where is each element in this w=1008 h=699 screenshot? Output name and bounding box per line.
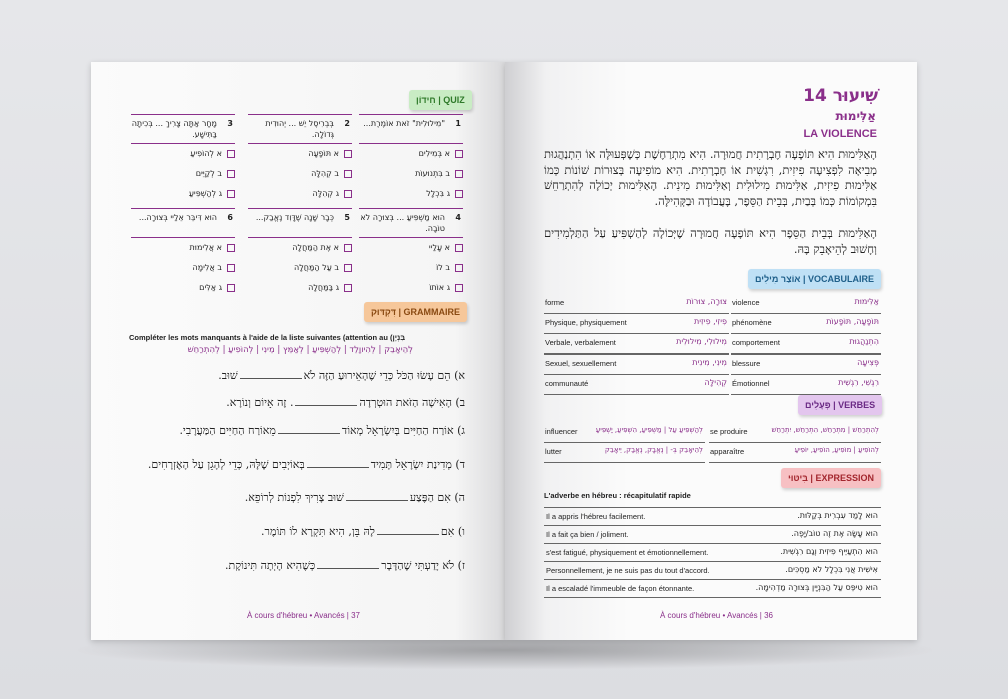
quiz-option[interactable]: א עָלַיי	[359, 238, 463, 258]
checkbox-icon[interactable]	[344, 284, 352, 292]
checkbox-icon[interactable]	[227, 264, 235, 272]
quiz-option[interactable]: ג בַּמַּחֲלָה	[248, 278, 352, 298]
vocab-tag: אוֹצַר מִילִים | VOCABULAIRE	[748, 269, 881, 289]
quiz-number: 3	[227, 119, 233, 128]
quiz-option[interactable]: א אֲלִימוּת	[131, 238, 235, 258]
checkbox-icon[interactable]	[455, 284, 463, 292]
quiz-question-text: "מִילוּלִית" זֹאת אוֹמֶרֶת...	[363, 119, 445, 128]
vocab-row: comportement הִתְנַהֲגוּת	[731, 334, 881, 355]
quiz-option[interactable]: א בְּמִילִים	[359, 144, 463, 164]
checkbox-icon[interactable]	[227, 190, 235, 198]
checkbox-icon[interactable]	[455, 150, 463, 158]
checkbox-icon[interactable]	[227, 170, 235, 178]
vocab-row: blessure פְּצִיעָה	[731, 355, 881, 375]
quiz-option[interactable]: א תּוֹפָעָה	[248, 144, 352, 164]
quiz-number: 1	[455, 119, 461, 128]
checkbox-icon[interactable]	[344, 190, 352, 198]
checkbox-icon[interactable]	[344, 244, 352, 252]
vocab-row: Verbale, verbalement מִילוּלִי, מִילוּלִית	[544, 334, 729, 355]
vocab-table-left	[544, 294, 729, 395]
lesson-paragraph-1: הָאַלִּימוּת הִיא תּוֹפָעָה חֶבְרָתִית חֲמוּרָה. הִיא מִתְרַחֶשֶׁת כְּשֶׁפְּעוּלָּה אוֹ הִתְנַהֲגוּת מְבִיאָה לִפְצִיעָה פִיזִית, רִגְשִׁית אוֹ חֶבְרָתִית. הִיא מוֹפִיעָה בְּצוּרוֹת שׁוֹנוֹת כְּמוֹ אַלִּימוּת פִיזִית, אַלִּימוּת מִילוּלִית וְאַלִּימוּת מִינִית. הָאַלִּימוּת יְכוֹלָה לְהִתְרַחֵשׁ בִּמְקוֹמוֹת כְּמוֹ בְּבַיִת, בְּבֵית הַסֵּפֶר, בָּעֲבוֹדָה וּבַקְּהִילָּה.	[544, 147, 877, 208]
blank-field[interactable]	[377, 524, 439, 535]
verb-row: apparaître לְהוֹפִיעַ | מוֹפִיעַ, הוֹפִיעַ, יוֹפִיעַ	[709, 443, 881, 463]
quiz-number: 2	[344, 119, 350, 128]
checkbox-icon[interactable]	[455, 264, 463, 272]
blank-field[interactable]	[346, 490, 408, 501]
expression-tag: בִּיטּוּי | EXPRESSION	[781, 468, 881, 488]
lesson-title: שִׁיעוּר 14	[803, 86, 878, 106]
vocab-row: violence אַלִּימוּת	[731, 294, 881, 314]
quiz-option[interactable]: ב בִּתְנוּעוֹת	[359, 164, 463, 184]
exercise-d: ד) מְדִינַת יִשְׂרָאֵל תָּמִידבְּאוֹיְבִים שֶׁלָּהּ, כְּדֵי לְהָגֵן עַל הָאֶזְרָחִים.	[147, 458, 465, 471]
expression-table	[544, 507, 881, 598]
checkbox-icon[interactable]	[227, 150, 235, 158]
blank-field[interactable]	[317, 558, 379, 569]
blank-field[interactable]	[295, 395, 357, 406]
blank-field[interactable]	[307, 457, 369, 468]
quiz-question-3	[131, 114, 235, 204]
quiz-question-text: בְּבְרִיסֶל יֵשׁ ... יְהוּדִית גְּדוֹלָה.	[265, 119, 334, 139]
verb-row: influencer לְהַשְׁפִּיעַ עַל | מַשְׁפִּיעַ, הִשְׁפִּיעַ, יַשְׁפִּיעַ	[544, 423, 705, 443]
exercise-a: א) הֵם עָשׂוּ הַכֹּל כְּדֵי שֶׁהָאֵירוּעַ הַזֶּה לֹאשׁוּב.	[218, 369, 465, 382]
quiz-question-1	[359, 114, 463, 204]
lesson-paragraph-2: הָאַלִּימוּת בְּבֵית הַסֵּפֶר הִיא תּוֹפָעָה חֲמוּרָה שֶׁיְּכוֹלָה לְהַשְׁפִּיעַ עַל הַתַּלְמִידִים וְחָשׁוּב לְהֵיאָבֵק בָּהּ.	[544, 226, 877, 256]
exercise-g: ז) לֹא יָדַעְתִּי שֶׁהַדָּבָרכְּשֶׁהִיא הָיְתָה תִּינוֹקֶת.	[225, 559, 465, 572]
verb-row: lutter לְהֵיאָבֵק בְּ- | נֶאֱבָק, נֶאֱבַק, יֵיאָבֵק	[544, 443, 705, 463]
exercise-e: ה) אִם הַפֶּצַעשׁוּב צָרִיךְ לִפְנוֹת לְרוֹפֵא.	[244, 491, 465, 504]
expression-row: Il a appris l'hébreu facilement. הוּא לָמַד עִבְרִית בְּקַלּוּת.	[544, 508, 881, 526]
exercise-c: ג) אוֹרַח הַחַיִּים בְּיִשְׂרָאֵל מְאוֹדמֵאוֹרַח הַחַיִּים הַמַּעֲרָבִי.	[179, 424, 465, 437]
quiz-question-text: מָחָר אַתָּה צָרִיךְ ... בְּכִיתָה בַּתִּישָׁע.	[131, 119, 217, 139]
checkbox-icon[interactable]	[455, 244, 463, 252]
verbes-tag: פְּעָלִים | VERBES	[798, 395, 882, 415]
lesson-title-fr: LA VIOLENCE	[803, 128, 877, 140]
quiz-option[interactable]: ב לוֹ	[359, 258, 463, 278]
checkbox-icon[interactable]	[455, 190, 463, 198]
quiz-option[interactable]: ב לְקַיֵּים	[131, 164, 235, 184]
page-footer: À cours d'hébreu • Avancés | 37	[247, 611, 360, 620]
expression-heading: L'adverbe en hébreu : récapitulatif rapide	[544, 491, 691, 500]
exercise-b: ב) הָאִישָׁה הַזֹּאת הוּטְרְדָה. זֶה אָיוֹם וְנוֹרָא.	[226, 396, 465, 409]
expression-row: Il a escaladé l'immeuble de façon étonnante. הוּא טִיפֵּס עַל הַבִּנְיָין בְּצוּרָה מַדְהִימָה.	[544, 580, 881, 598]
checkbox-icon[interactable]	[344, 264, 352, 272]
quiz-question-text: כְּבָר שָׁנָה שֶׁדָּוִד נֶאֱבַק...	[255, 213, 334, 222]
vocab-row: communauté קְהִילָּה	[544, 375, 729, 395]
quiz-option[interactable]: ג לְהַשְׁפִּיעַ	[131, 184, 235, 204]
quiz-question-2	[248, 114, 352, 204]
left-page	[91, 62, 505, 640]
quiz-option[interactable]: ב קְהִלָּה	[248, 164, 352, 184]
quiz-question-text: הוּא דִּיבֵּר אֵלַיי בְּצוּרָה...	[138, 213, 217, 222]
checkbox-icon[interactable]	[227, 284, 235, 292]
quiz-option[interactable]: ג קְהִלָּה	[248, 184, 352, 204]
quiz-number: 6	[227, 213, 233, 222]
grammar-wordlist: לְהֵיאָבֵק | לְהִיווָלֵד | לְהַשְׁפִּיעַ | לְאַמֵּץ | מֵינִי | לְהוֹפִיעַ | לְהִתְרַחֵשׁ	[187, 345, 413, 355]
grammar-instruction: Compléter les mots manquants à l'aide de la liste suivantes (attention au (בִּנְיָן	[129, 333, 406, 342]
checkbox-icon[interactable]	[344, 150, 352, 158]
quiz-option[interactable]: ג בִּכְלָל	[359, 184, 463, 204]
expression-row: s'est fatigué, physiquement et émotionnellement. הוּא הִתְעַיֵּיף פִיזִית וְגַם רִגְשִׁית.	[544, 544, 881, 562]
checkbox-icon[interactable]	[344, 170, 352, 178]
page-footer: À cours d'hébreu • Avancés | 36	[660, 611, 773, 620]
vocab-row: Émotionnel רִגְשִׁי, רִגְשִׁית	[731, 375, 881, 395]
quiz-question-text: הוּא מַשְׁפִּיעַ ... בְּצוּרָה לֹא טוֹבָה.	[360, 213, 445, 233]
grammar-tag: דִּקְדּוּק | GRAMMAIRE	[364, 302, 467, 322]
vocab-row: Physique, physiquement פִיזִי, פִיזִית	[544, 314, 729, 334]
verbes-table-left	[544, 423, 705, 463]
quiz-option[interactable]: ב אֲלִימָה	[131, 258, 235, 278]
lesson-subtitle: אַלִּימוּת	[835, 109, 876, 123]
vocab-row: Sexuel, sexuellement מִינִי, מִינִית	[544, 355, 729, 375]
expression-row: Il a fait ça bien / joliment. הוּא עָשָׂה אֶת זֶה טוֹב/יָפֶה.	[544, 526, 881, 544]
vocab-table-right	[731, 294, 881, 395]
quiz-option[interactable]: ב עַל הַמַּחֲלָה	[248, 258, 352, 278]
quiz-tag: חִידוֹן | QUIZ	[409, 90, 472, 110]
verbes-table-right	[709, 423, 881, 463]
vocab-row: phénomène תּוֹפָעָה, תּוֹפָעוֹת	[731, 314, 881, 334]
checkbox-icon[interactable]	[455, 170, 463, 178]
quiz-number: 4	[455, 213, 461, 222]
quiz-question-6	[131, 208, 235, 298]
right-page	[505, 62, 917, 640]
quiz-option[interactable]: ג אַלִּים	[131, 278, 235, 298]
checkbox-icon[interactable]	[227, 244, 235, 252]
expression-row: Personnellement, je ne suis pas du tout d'accord. אִישִׁית אֲנִי בִּכְלָל לֹא מַסְכִּים.	[544, 562, 881, 580]
verb-row: se produire לְהִתְרַחֵשׁ | מִתְרַחֵשׁ, הִתְרַחֵשׁ, יִתְרַחֵשׁ	[709, 423, 881, 443]
quiz-number: 5	[344, 213, 350, 222]
blank-field[interactable]	[278, 423, 340, 434]
quiz-option[interactable]: א לְהוֹפִיעַ	[131, 144, 235, 164]
vocab-row: forme צוּרָה, צוּרוֹת	[544, 294, 729, 314]
quiz-question-4	[359, 208, 463, 298]
quiz-option[interactable]: א אֶת הַמַּחֲלָה	[248, 238, 352, 258]
exercise-f: ו) אִםלָהּ בֵּן, הִיא תִּקְרָא לוֹ תּוֹמֶר.	[261, 525, 465, 538]
quiz-question-5	[248, 208, 352, 298]
blank-field[interactable]	[240, 368, 302, 379]
quiz-option[interactable]: ג אוֹתוֹ	[359, 278, 463, 298]
